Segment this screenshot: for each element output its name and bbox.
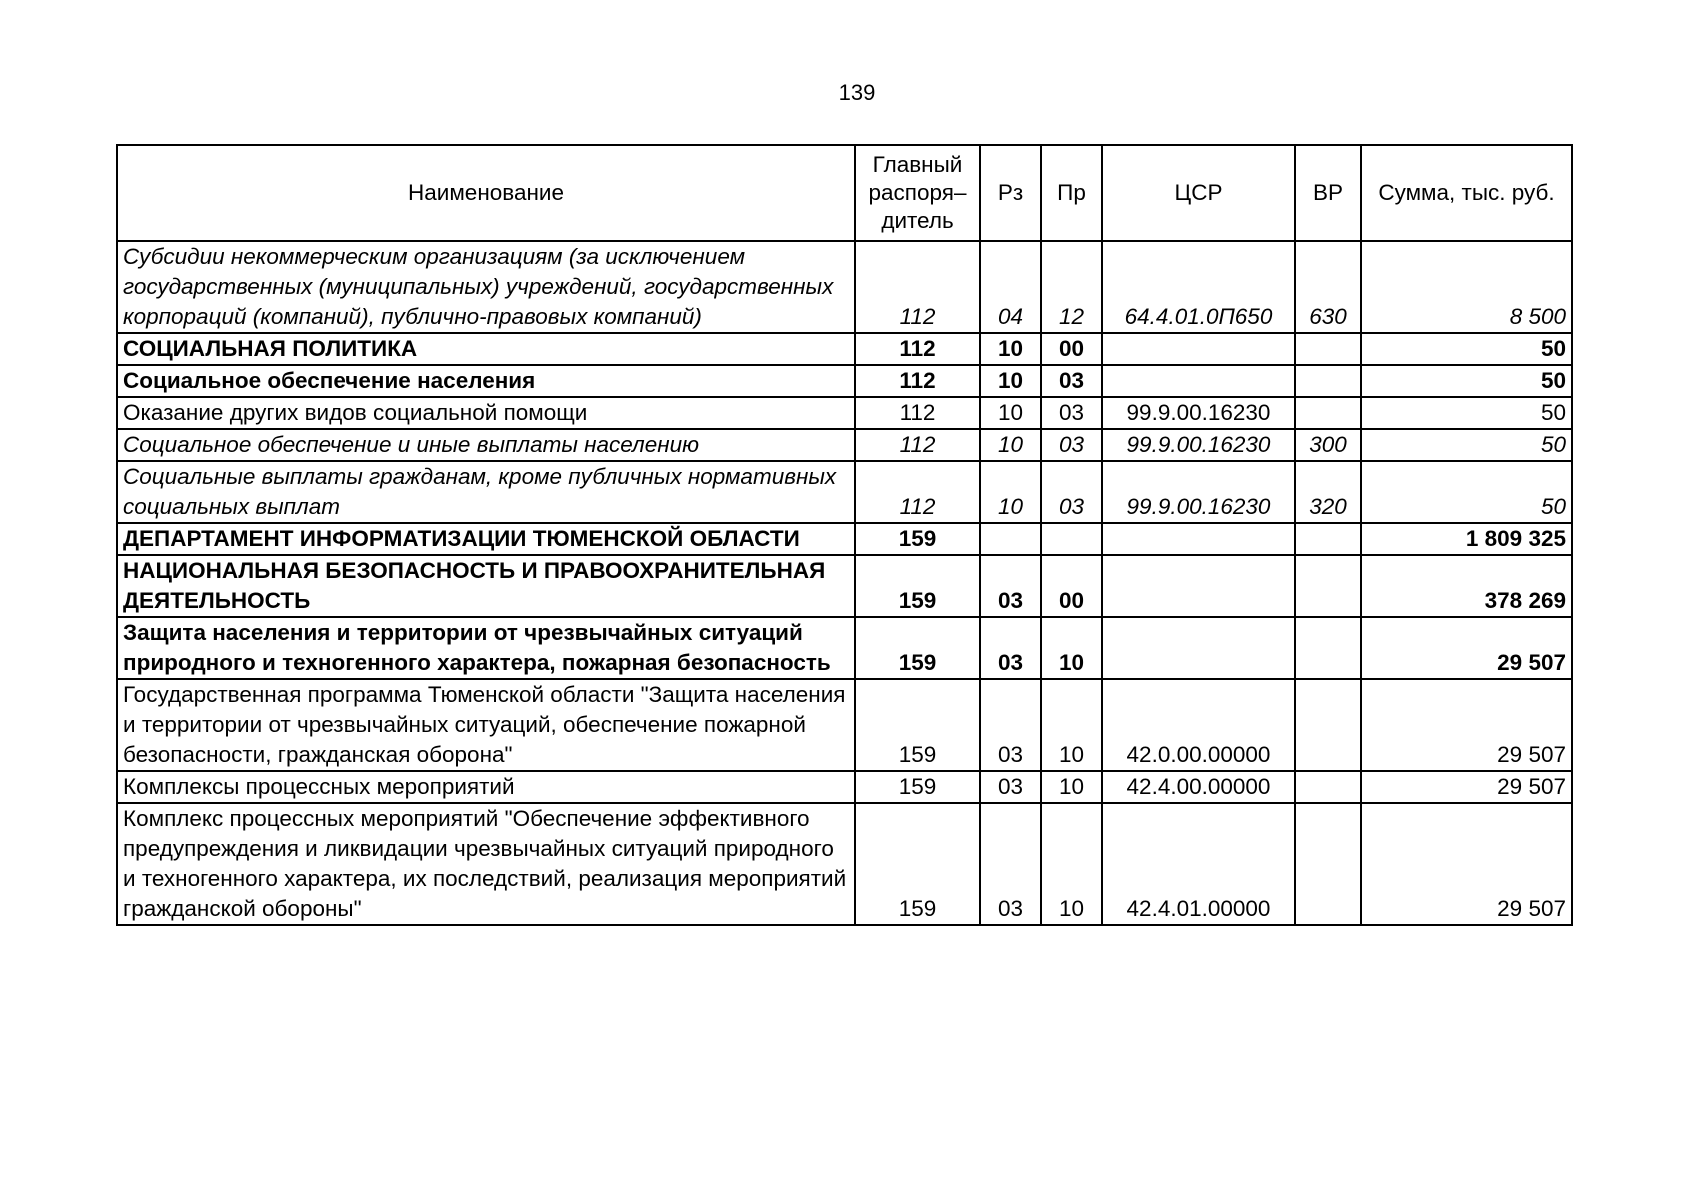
table-row: [117, 429, 1572, 461]
cell-grbs: 159: [855, 679, 980, 771]
cell-vr: [1295, 803, 1361, 925]
cell-name: ДЕПАРТАМЕНТ ИНФОРМАТИЗАЦИИ ТЮМЕНСКОЙ ОБЛАСТИ: [117, 523, 855, 555]
cell-sum: 29 507: [1361, 617, 1572, 679]
cell-rz: 10: [980, 365, 1041, 397]
cell-csr: 64.4.01.0П650: [1102, 241, 1295, 333]
header-grbs: Главный распоря–дитель: [855, 145, 980, 241]
cell-pr: 10: [1041, 771, 1102, 803]
cell-sum: 50: [1361, 365, 1572, 397]
cell-rz: 10: [980, 461, 1041, 523]
cell-rz: 10: [980, 429, 1041, 461]
cell-vr: 320: [1295, 461, 1361, 523]
cell-grbs: 112: [855, 365, 980, 397]
cell-name: Социальное обеспечение и иные выплаты населению: [117, 429, 855, 461]
cell-grbs: 159: [855, 803, 980, 925]
table-row: [117, 461, 1572, 523]
cell-pr: 12: [1041, 241, 1102, 333]
cell-csr: [1102, 333, 1295, 365]
cell-vr: [1295, 679, 1361, 771]
cell-name: Государственная программа Тюменской области "Защита населения и территории от чрезвычайных ситуаций, обеспечение пожарной безопасности, гражданская оборона": [117, 679, 855, 771]
cell-vr: [1295, 365, 1361, 397]
cell-csr: 42.0.00.00000: [1102, 679, 1295, 771]
cell-grbs: 159: [855, 555, 980, 617]
cell-grbs: 159: [855, 771, 980, 803]
cell-name: Оказание других видов социальной помощи: [117, 397, 855, 429]
cell-sum: 1 809 325: [1361, 523, 1572, 555]
cell-csr: 99.9.00.16230: [1102, 429, 1295, 461]
cell-sum: 50: [1361, 461, 1572, 523]
table-row: [117, 241, 1572, 333]
cell-pr: 03: [1041, 461, 1102, 523]
cell-csr: [1102, 555, 1295, 617]
page-number: 139: [838, 80, 876, 105]
cell-vr: [1295, 617, 1361, 679]
cell-sum: 29 507: [1361, 803, 1572, 925]
cell-pr: 10: [1041, 617, 1102, 679]
cell-pr: 10: [1041, 803, 1102, 925]
cell-grbs: 112: [855, 241, 980, 333]
table-row: [117, 555, 1572, 617]
cell-vr: [1295, 523, 1361, 555]
cell-sum: 29 507: [1361, 679, 1572, 771]
table-row: [117, 397, 1572, 429]
cell-vr: [1295, 333, 1361, 365]
cell-pr: 00: [1041, 333, 1102, 365]
cell-sum: 8 500: [1361, 241, 1572, 333]
cell-pr: [1041, 523, 1102, 555]
cell-csr: [1102, 617, 1295, 679]
table-row: [117, 679, 1572, 771]
header-pr: Пр: [1041, 145, 1102, 241]
cell-sum: 50: [1361, 397, 1572, 429]
header-csr: ЦСР: [1102, 145, 1295, 241]
cell-sum: 378 269: [1361, 555, 1572, 617]
cell-rz: 10: [980, 397, 1041, 429]
cell-name: СОЦИАЛЬНАЯ ПОЛИТИКА: [117, 333, 855, 365]
header-name: Наименование: [117, 145, 855, 241]
cell-vr: [1295, 397, 1361, 429]
header-rz: Рз: [980, 145, 1041, 241]
cell-grbs: 112: [855, 461, 980, 523]
cell-name: Комплексы процессных мероприятий: [117, 771, 855, 803]
cell-rz: 03: [980, 679, 1041, 771]
header-vr: ВР: [1295, 145, 1361, 241]
table-row: [117, 771, 1572, 803]
cell-csr: [1102, 523, 1295, 555]
cell-rz: 04: [980, 241, 1041, 333]
cell-pr: 03: [1041, 397, 1102, 429]
table-header-row: [117, 145, 1572, 241]
cell-sum: 50: [1361, 333, 1572, 365]
cell-pr: 03: [1041, 365, 1102, 397]
table-row: [117, 803, 1572, 925]
table-row: [117, 333, 1572, 365]
cell-pr: 00: [1041, 555, 1102, 617]
cell-sum: 50: [1361, 429, 1572, 461]
cell-rz: 03: [980, 555, 1041, 617]
cell-csr: 99.9.00.16230: [1102, 397, 1295, 429]
cell-sum: 29 507: [1361, 771, 1572, 803]
cell-rz: [980, 523, 1041, 555]
cell-grbs: 112: [855, 333, 980, 365]
cell-grbs: 112: [855, 429, 980, 461]
cell-grbs: 112: [855, 397, 980, 429]
table-row: [117, 365, 1572, 397]
cell-name: Субсидии некоммерческим организациям (за исключением государственных (муниципальных) учреждений, государственных корпораций (компаний), публично-правовых компаний): [117, 241, 855, 333]
cell-rz: 03: [980, 803, 1041, 925]
cell-csr: [1102, 365, 1295, 397]
cell-vr: 630: [1295, 241, 1361, 333]
cell-name: Социальное обеспечение населения: [117, 365, 855, 397]
cell-name: Защита населения и территории от чрезвычайных ситуаций природного и техногенного характера, пожарная безопасность: [117, 617, 855, 679]
cell-csr: 42.4.01.00000: [1102, 803, 1295, 925]
cell-grbs: 159: [855, 523, 980, 555]
cell-rz: 03: [980, 617, 1041, 679]
cell-csr: 42.4.00.00000: [1102, 771, 1295, 803]
cell-pr: 03: [1041, 429, 1102, 461]
cell-rz: 03: [980, 771, 1041, 803]
table-row: [117, 617, 1572, 679]
cell-vr: 300: [1295, 429, 1361, 461]
cell-vr: [1295, 555, 1361, 617]
budget-table: [116, 144, 1573, 926]
cell-name: Социальные выплаты гражданам, кроме публичных нормативных социальных выплат: [117, 461, 855, 523]
cell-csr: 99.9.00.16230: [1102, 461, 1295, 523]
cell-name: НАЦИОНАЛЬНАЯ БЕЗОПАСНОСТЬ И ПРАВООХРАНИТЕЛЬНАЯ ДЕЯТЕЛЬНОСТЬ: [117, 555, 855, 617]
cell-name: Комплекс процессных мероприятий "Обеспечение эффективного предупреждения и ликвидации чрезвычайных ситуаций природного и техногенного характера, их последствий, реализация мероприятий гражданской обороны": [117, 803, 855, 925]
cell-pr: 10: [1041, 679, 1102, 771]
cell-vr: [1295, 771, 1361, 803]
table-row: [117, 523, 1572, 555]
cell-grbs: 159: [855, 617, 980, 679]
header-sum: Сумма, тыс. руб.: [1361, 145, 1572, 241]
cell-rz: 10: [980, 333, 1041, 365]
table-body: [117, 241, 1572, 925]
